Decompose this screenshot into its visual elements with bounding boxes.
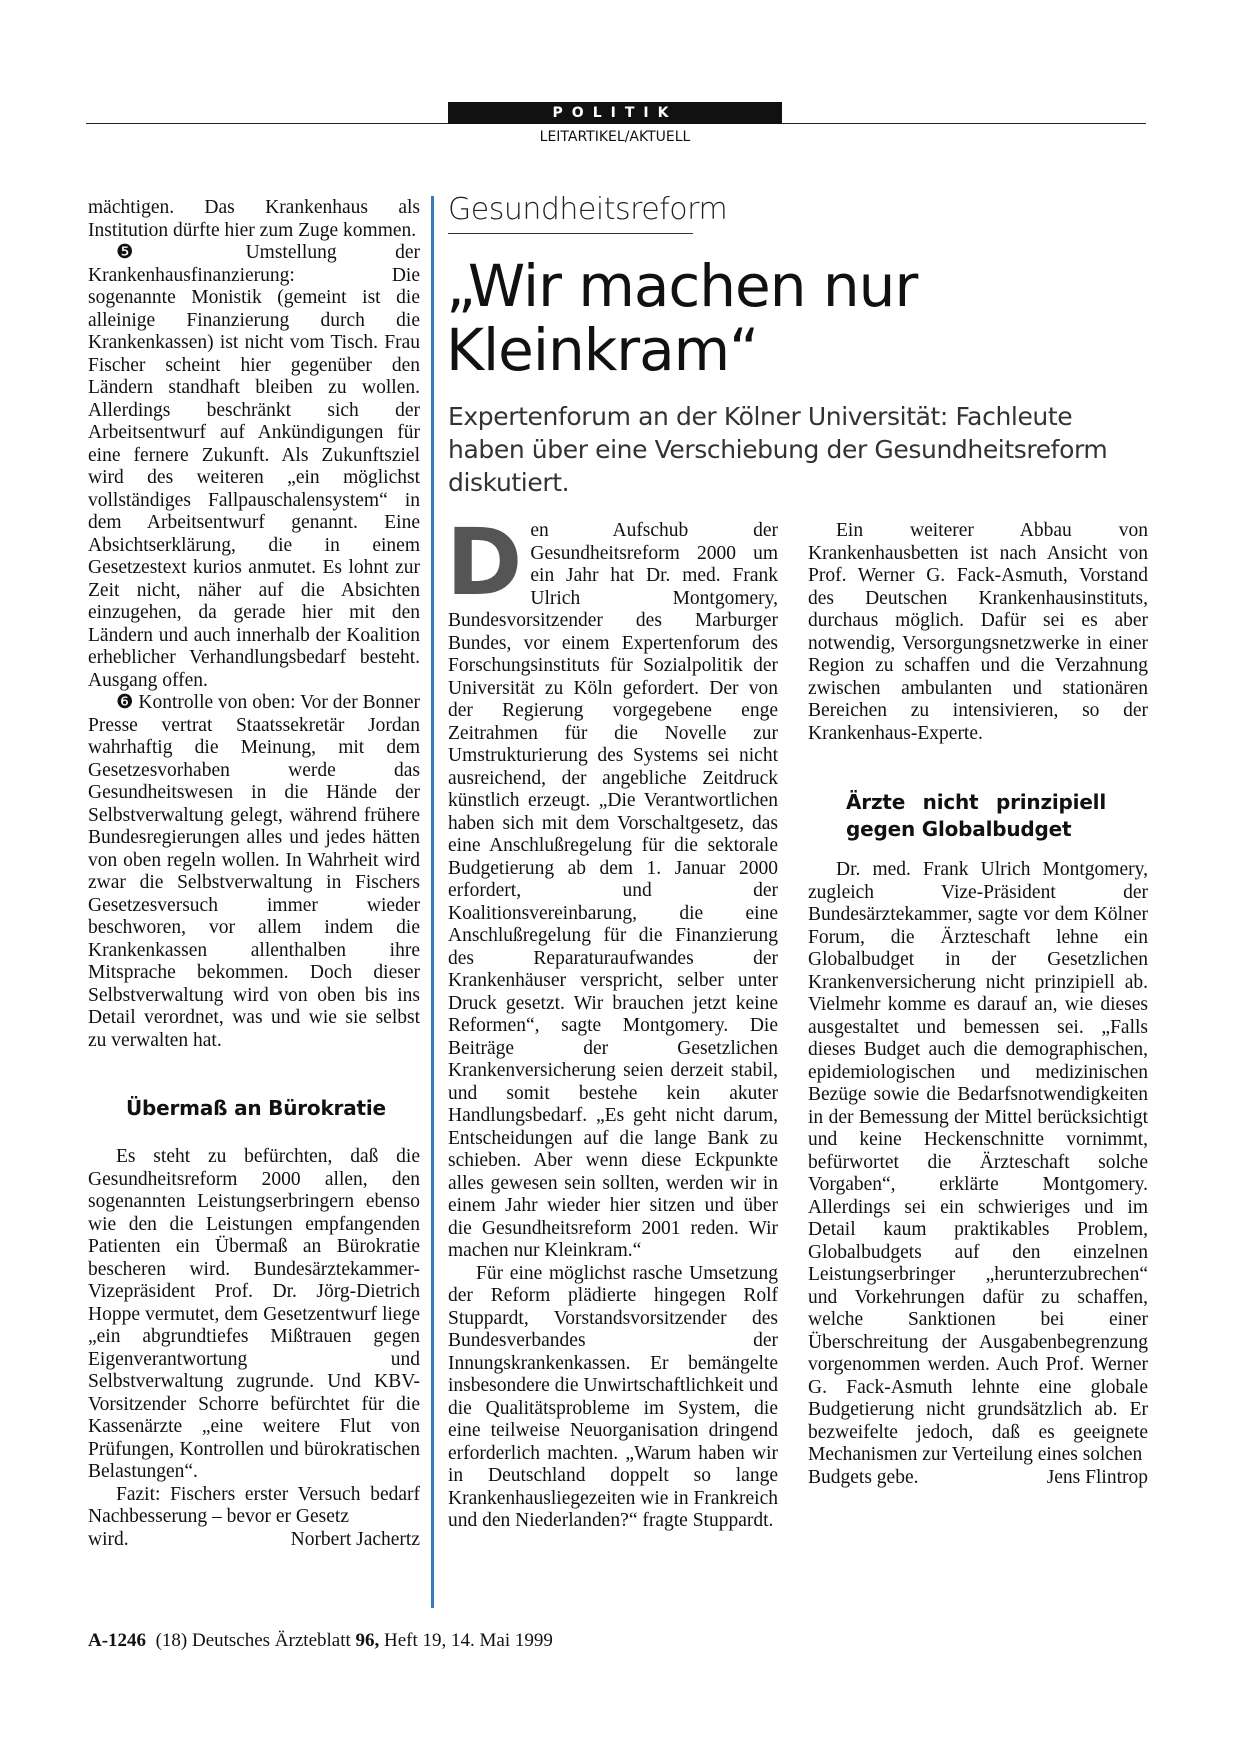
author-name: Jens Flintrop — [1046, 1466, 1148, 1488]
paragraph: ❺ Umstellung der Krankenhausfinanzierung: Die sogenannte Monistik (gemeint ist die alleinige Finanzierung durch die Krankenkassen) ist nicht vom Tisch. Frau Fischer scheint hier gegenüber den Ländern standhaft bleiben zu wollen. Allerdings beschränkt sich der Arbeitsentwurf auf Ankündigungen für eine fernere Zukunft. Als Zukunftsziel wird des weiteren „ein möglichst vollständiges Fallpauschalensystem“ in dem Arbeitsentwurf genannt. Eine Absichtserklärung, die in einem Gesetzestext kurios anmutet. Es lohnt zur Zeit nicht, näher auf die Absichten einzugehen, da gerade hier mit den Ländern und auch innerhalb der Koalition erheblicher Verhandlungsbedarf besteht. Ausgang offen. — [88, 242, 420, 691]
paragraph: Fazit: Fischers erster Versuch bedarf Nachbesserung – bevor er Gesetz — [88, 1483, 420, 1527]
lead-text: en Aufschub der Gesundheitsreform 2000 um ein Jahr hat Dr. med. Frank Ulrich Montgomery, Bundesvorsitzender des Marburger Bundes, vor einem Expertenforum des Forschungsinstituts für Sozialpolitik der Universität zu Köln gefordert. Der von der Regierung vorgegebene enge Zeitrahmen für die Novelle zur Umstrukturierung des Systems sei nicht ausreichend, der angebliche Zeitdruck künstlich erzeugt. „Die Verantwortlichen haben sich mit dem Vorschaltgesetz, das eine Anschlußregelung für die sektorale Budgetierung ab dem 1. Januar 2000 erfordert, und der Koalitionsvereinbarung, die eine Anschlußregelung für die Finanzierung des Reparaturaufwandes der Krankenhäuser verspricht, selber unter Druck gesetzt. Wir brauchen jetzt keine Reformen“, sagte Montgomery. Die Beiträge der Gesetzlichen Krankenversicherung seien derzeit stabil, und somit bestehe kein akuter Handlungsbedarf. „Es geht nicht darum, Entscheidungen auf die lange Bank zu schieben. Aber wenn diese Eckpunkte alles gewesen sein sollten, werden wir in einem Jahr wieder hier sitzen und über die Gesundheitsreform 2001 reden. Wir machen nur Kleinkram.“ — [448, 520, 778, 1261]
drop-cap: D — [446, 509, 523, 616]
lead-paragraph — [446, 509, 778, 1263]
paragraph: Ein weiterer Abbau von Krankenhausbetten ist nach Ansicht von Prof. Werner G. Fack-Asmuth, Vorstand des Deutschen Krankenhausinstituts, durchaus möglich. Dafür sei es aber notwendig, Versorgungsnetzwerke in einer Region zu schaffen und die Verzahnung zwischen ambulanten und stationären Bereichen zu intensivieren, so der Krankenhaus-Experte. — [808, 520, 1148, 744]
publication: (18) Deutsches Ärzteblatt — [155, 1630, 351, 1651]
byline — [88, 1529, 420, 1552]
page-number: A-1246 — [88, 1630, 147, 1651]
paragraph: Dr. med. Frank Ulrich Montgomery, zugleich Vize-Präsident der Bundesärztekammer, sagte vor dem Kölner Forum, die Ärzteschaft lehne ein Globalbudget in der Gesetzlichen Krankenversicherung nicht prinzipiell ab. Vielmehr komme es darauf an, wie dieses ausgestaltet und bemessen sei. „Falls dieses Budget auch die demographischen, epidemiologischen und medizinischen Bezüge sowie die Bedarfsnotwendigkeiten in der Bemessung der Mittel berücksichtigt und keine Heckenschnitte vornimmt, befürwortet die Ärzteschaft solche Vorgaben“, erklärte Montgomery. Allerdings sei ein schwieriges und im Detail kaum praktikables Problem, Globalbudgets auf den einzelnen Leistungserbringer „herunterzubrechen“ und Vorkehrungen dafür zu schaffen, welche Sanktionen bei einer Überschreitung der Ausgabenbegrenzung vorgenommen werden. Auch Prof. Werner G. Fack-Asmuth lehnte eine globale Budgetierung nicht grundsätzlich ab. Er bezweifelte jedoch, daß es geeignete Mechanismen zur Verteilung eines solchen — [808, 859, 1148, 1465]
subsection-label: LEITARTIKEL/AKTUELL — [539, 129, 691, 145]
left-column — [88, 197, 420, 1551]
middle-column — [446, 509, 778, 1533]
section-label: POLITIK — [448, 102, 782, 124]
issue-date: Heft 19, 14. Mai 1999 — [384, 1630, 553, 1651]
kicker: Gesundheitsreform — [448, 192, 728, 227]
column-divider — [431, 196, 434, 1608]
subheading: Übermaß an Bürokratie — [126, 1096, 386, 1120]
paragraph-end: wird. — [88, 1528, 129, 1550]
paragraph: mächtigen. Das Krankenhaus als Institution dürfte hier zum Zuge kommen. — [88, 197, 420, 241]
kicker-rule — [448, 233, 693, 234]
headline: „Wir machen nur Kleinkram“ — [446, 252, 918, 384]
page-footer — [88, 1630, 553, 1652]
paragraph: Für eine möglichst rasche Umsetzung der Reform plädierte hingegen Rolf Stuppardt, Vorstandsvorsitzender des Bundesverbandes der Innungskrankenkassen. Er bemängelte insbesondere die Unwirtschaftlichkeit und die Qualitätsprobleme im System, die eine teilweise Neuorganisation dringend erforderlich machten. „Warum haben wir in Deutschland doppelt so lange Krankenhausliegezeiten wie in Frankreich und den Niederlanden?“ fragte Stuppardt. — [448, 1262, 778, 1531]
right-column — [808, 520, 1148, 1489]
subheading: Ärzte nicht prinzipiell gegen Globalbudget — [846, 790, 1106, 841]
paragraph: Es steht zu befürchten, daß die Gesundheitsreform 2000 allen, den sogenannten Leistungserbringern ebenso wie den die Leistungen empfangenden Patienten ein Übermaß an Bürokratie bescheren wird. Bundesärztekammer-Vizepräsident Prof. Dr. Jörg-Dietrich Hoppe vermutet, dem Gesetzentwurf liege „ein abgrundtiefes Mißtrauen gegen Eigenverantwortung und Selbstverwaltung zugrunde. Und KBV-Vorsitzender Schorre befürchtet für die Kassenärzte „eine weitere Flut von Prüfungen, Kontrollen und bürokratischen Belastungen“. — [88, 1146, 420, 1482]
volume: 96, — [355, 1630, 380, 1651]
byline — [808, 1467, 1148, 1490]
deck: Expertenforum an der Kölner Universität: Fachleute haben über eine Verschiebung der Gesundheitsreform diskutiert. — [448, 402, 1108, 497]
paragraph-end: Budgets gebe. — [808, 1466, 919, 1488]
paragraph: ❻ Kontrolle von oben: Vor der Bonner Presse vertrat Staatssekretär Jordan wahrhaftig die Meinung, mit dem Gesetzesvorhaben werde das Gesundheitswesen in die Hände der Selbstverwaltung gelegt, während frühere Bundesregierungen alles und jedes hätten von oben regeln wollen. In Wahrheit wird zwar die Selbstverwaltung in Fischers Gesetzesversuch immer wieder beschworen, vor allem indem die Krankenkassen allenthalben ihre Mitsprache bekommen. Doch dieser Selbstverwaltung wird von oben bis ins Detail verordnet, was und wie sie selbst zu verwalten hat. — [88, 692, 420, 1051]
author-name: Norbert Jachertz — [290, 1528, 420, 1550]
